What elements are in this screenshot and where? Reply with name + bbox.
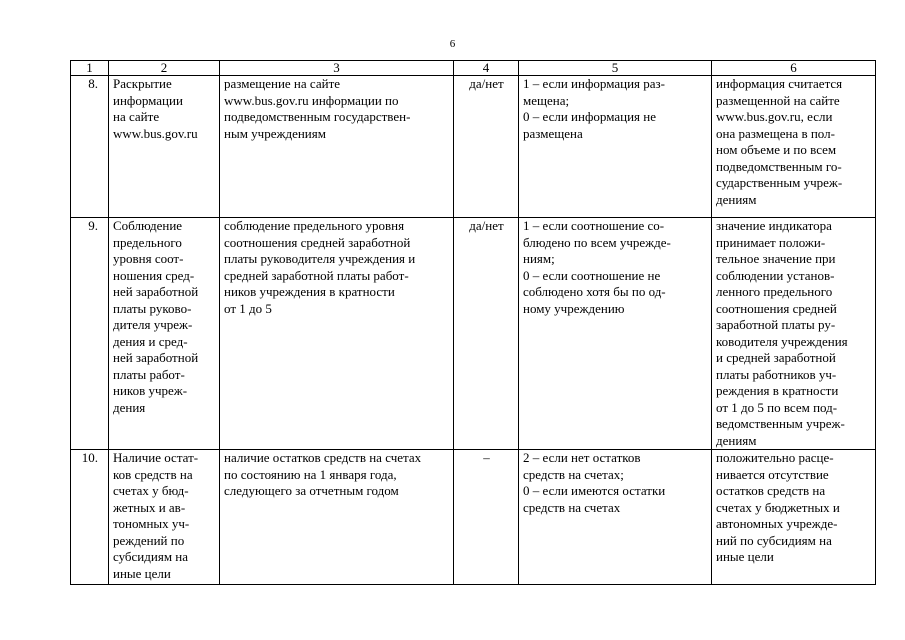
text-line: жетных и ав-	[113, 499, 186, 515]
text-line: счетах у бюд-	[113, 483, 189, 498]
unit-cell: –	[454, 450, 519, 585]
text-line: уровня соот-	[113, 251, 184, 266]
column-header: 5	[519, 61, 712, 76]
unit-cell: да/нет	[454, 76, 519, 218]
page-number: 6	[449, 38, 456, 50]
indicator-name-cell	[109, 76, 220, 218]
text-line: ношения сред-	[113, 267, 195, 283]
text-line: соблюдение предельного уровня	[224, 218, 405, 233]
scoring-cell	[519, 76, 712, 218]
text-line: ленного предельного	[716, 284, 833, 299]
text-line: тельное значение при	[716, 251, 836, 266]
text-line: 0 – если информация не	[523, 109, 656, 124]
table-row-8	[71, 76, 876, 218]
text-line: от 1 до 5	[224, 300, 272, 316]
text-line: счетах у бюджетных и	[716, 499, 840, 515]
indicator-description-cell	[220, 450, 454, 585]
text-line: Раскрытие	[113, 76, 172, 91]
text-line: средств на счетах	[523, 499, 621, 515]
text-line: предельного	[113, 234, 182, 250]
text-line: мещена;	[523, 92, 570, 108]
text-line: иные цели	[716, 549, 774, 564]
text-line: размещена	[523, 125, 583, 141]
text-line: автономных учрежде-	[716, 516, 838, 531]
text-line: подведомственным го-	[716, 158, 842, 174]
text-line: реждений по	[113, 532, 185, 548]
text-line: соблюдении установ-	[716, 267, 835, 283]
text-line: средств на счетах;	[523, 466, 624, 482]
text-line: ным учреждениям	[224, 125, 326, 141]
indicator-description-cell	[220, 218, 454, 450]
comment-cell	[712, 218, 876, 450]
text-line: принимает положи-	[716, 234, 826, 250]
text-line: ном объеме и по всем	[716, 142, 837, 157]
comment-cell	[712, 450, 876, 585]
text-line: иные цели	[113, 565, 171, 581]
text-line: платы руково-	[113, 300, 192, 316]
text-line: 2 – если нет остатков	[523, 450, 641, 465]
text-line: наличие остатков средств на счетах	[224, 450, 422, 465]
scoring-cell	[519, 450, 712, 585]
text-line: информации	[113, 92, 183, 108]
text-line: 1 – если информация раз-	[523, 76, 665, 91]
text-line: сударственным учреж-	[716, 175, 843, 190]
scoring-cell	[519, 218, 712, 450]
text-line: подведомственным государствен-	[224, 109, 411, 124]
text-line: реждения в кратности	[716, 383, 839, 398]
text-line: по состоянию на 1 января года,	[224, 466, 397, 482]
indicators-table	[70, 60, 876, 585]
text-line: Наличие остат-	[113, 450, 199, 465]
text-line: остатков средств на	[716, 483, 826, 498]
text-line: 0 – если соотношение не	[523, 267, 661, 283]
text-line: ников учреж-	[113, 383, 188, 398]
text-line: значение индикатора	[716, 218, 832, 233]
comment-cell	[712, 76, 876, 218]
column-header: 4	[454, 61, 519, 76]
text-line: ниям;	[523, 251, 555, 266]
text-line: ков средств на	[113, 466, 193, 482]
text-line: положительно расце-	[716, 450, 834, 465]
text-line: дения	[113, 399, 146, 415]
column-header: 1	[71, 61, 109, 76]
text-line: дениям	[716, 191, 757, 207]
text-line: средней заработной платы работ-	[224, 267, 409, 283]
text-line: соблюдено хотя бы по од-	[523, 284, 666, 299]
text-line: www.bus.gov.ru	[113, 125, 198, 141]
text-line: информация считается	[716, 76, 843, 91]
text-line: соотношения средней заработной	[224, 234, 411, 250]
indicator-name-cell	[109, 450, 220, 585]
text-line: дения и сред-	[113, 333, 188, 349]
table-row-10	[71, 450, 876, 585]
unit-cell: да/нет	[454, 218, 519, 450]
text-line: платы работников уч-	[716, 366, 837, 382]
text-line: 1 – если соотношение со-	[523, 218, 665, 233]
text-line: и средней заработной	[716, 350, 836, 365]
column-header: 6	[712, 61, 876, 76]
text-line: 0 – если имеются остатки	[523, 483, 666, 498]
text-line: она размещена в пол-	[716, 125, 835, 141]
text-line: ному учреждению	[523, 300, 625, 316]
text-line: размещение на сайте	[224, 76, 341, 91]
text-line: ведомственным учреж-	[716, 416, 845, 431]
table-row-9	[71, 218, 876, 450]
text-line: ководителя учреждения	[716, 333, 848, 349]
row-number: 9.	[71, 218, 109, 450]
text-line: субсидиям на	[113, 549, 189, 564]
column-header: 2	[109, 61, 220, 76]
text-line: платы руководителя учреждения и	[224, 251, 416, 266]
text-line: нивается отсутствие	[716, 466, 829, 482]
text-line: платы работ-	[113, 366, 185, 382]
row-number: 8.	[71, 76, 109, 218]
text-line: от 1 до 5 по всем под-	[716, 399, 838, 415]
text-line: блюдено по всем учрежде-	[523, 234, 671, 250]
text-line: тономных уч-	[113, 516, 190, 531]
text-line: ней заработной	[113, 350, 199, 365]
text-line: следующего за отчетным годом	[224, 483, 399, 498]
text-line: на сайте	[113, 109, 160, 124]
text-line: www.bus.gov.ru, если	[716, 109, 833, 124]
text-line: дителя учреж-	[113, 317, 193, 332]
indicator-description-cell	[220, 76, 454, 218]
text-line: ний по субсидиям на	[716, 532, 832, 548]
column-number-row	[71, 61, 876, 76]
text-line: соотношения средней	[716, 300, 837, 316]
column-header: 3	[220, 61, 454, 76]
text-line: www.bus.gov.ru информации по	[224, 92, 399, 108]
text-line: размещенной на сайте	[716, 92, 840, 108]
text-line: Соблюдение	[113, 218, 183, 233]
text-line: ников учреждения в кратности	[224, 284, 395, 299]
row-number: 10.	[71, 450, 109, 585]
indicator-name-cell	[109, 218, 220, 450]
text-line: заработной платы ру-	[716, 317, 836, 332]
text-line: ней заработной	[113, 284, 199, 299]
text-line: дениям	[716, 432, 757, 448]
